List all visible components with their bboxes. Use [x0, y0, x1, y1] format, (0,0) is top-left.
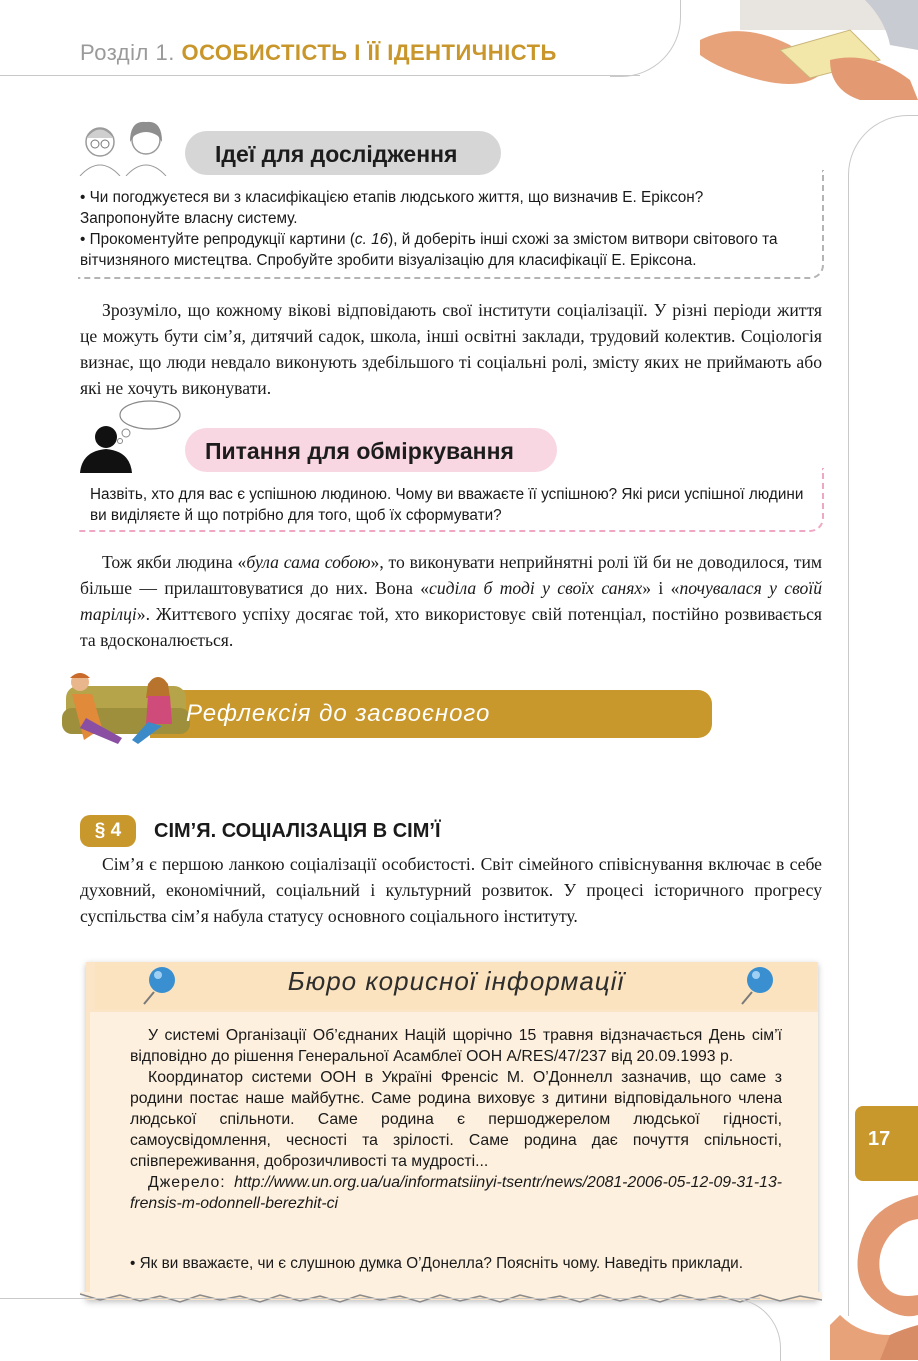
footer-curve	[720, 1298, 781, 1361]
reflection-title: Рефлексія до засвоєного	[186, 700, 491, 727]
running-header	[80, 40, 557, 66]
question-text: Назвіть, хто для вас є успішною людиною. Чому ви вважаєте її успішною? Які риси успішної людини ви виділяєте й що потрібно для того, щоб їх сформувати?	[90, 486, 804, 524]
ideas-bullet-1: • Чи погоджуєтеся ви з класифікацією етапів людського життя, що визначив Е. Еріксон? Запропонуйте власну систему.	[80, 189, 704, 227]
para2-text-1: Тож якби людина «	[102, 552, 247, 572]
paragraph-success	[80, 549, 822, 653]
page-number: 17	[868, 1128, 891, 1150]
para2-text-2: », то виконувати неприйнятні ролі їй би не доводилося, тим більше — прилаштовуватися до них. Вона «	[80, 552, 822, 598]
header-line	[0, 75, 640, 76]
bureau-title: Бюро корисної інформації	[287, 966, 625, 996]
bureau-source-label: Джерело:	[148, 1174, 226, 1191]
bureau-paragraph-2: Координатор системи ООН в Україні Френсіс М. О’Доннелл зазначив, що саме з родини постає наше майбутнє. Саме родина виховує з дитини відповідального члена людської спільноти. Саме родина є першоджерелом людської гідності, самоусвідомлення, чесності та зрілості. Саме родина дає почуття спільності, співпереживання, доброзичливості та мудрості...	[130, 1069, 782, 1170]
para2-quote-3: почувалася у своїй тарілці	[80, 578, 823, 624]
para2-text-3: » і «	[642, 578, 680, 598]
section-title: СІМ’Я. СОЦІАЛІЗАЦІЯ В СІМ’Ї	[154, 820, 441, 842]
header-curve	[610, 0, 681, 77]
para2-quote-2: сиділа б тоді у своїх санях	[429, 578, 643, 598]
para2-text-4: ». Життєвого успіху досягає той, хто використовує свій потенціал, постійно розвивається та вдосконалюється.	[80, 604, 822, 650]
ideas-text	[80, 187, 800, 271]
bureau-text	[130, 1025, 782, 1214]
bureau-question: • Як ви вважаєте, чи є слушною думка О’Донелла? Поясніть чому. Наведіть приклади.	[130, 1255, 743, 1272]
para2-quote-1: була сама собою	[246, 552, 371, 572]
section-intro-paragraph: Сім’я є першою ланкою соціалізації особистості. Світ сімейного співіснування включає в себе духовний, економічний, соціальний і культурний розвиток. У процесі історичного прогресу суспільства сім’я набула статусу основного соціального інституту.	[80, 854, 822, 926]
thinking-person-icon	[78, 395, 188, 475]
bureau-source	[130, 1172, 782, 1214]
footer-line	[0, 1298, 760, 1299]
ideas-bullet-2-part2: ), й доберіть інші схожі за змістом витвори світового та вітчизняного мистецтва. Спробуйте зробити візуалізацію для класифікації Е. Еріксона.	[80, 231, 778, 269]
hands-circle-photo-icon	[830, 1185, 918, 1360]
ideas-bullet-2-part1: • Прокоментуйте репродукції картини (	[80, 231, 355, 248]
section-badge: § 4	[80, 815, 136, 847]
ideas-page-ref: с. 16	[354, 231, 389, 248]
ideas-bullet-2	[80, 229, 800, 271]
ideas-title: Ідеї для дослідження	[215, 141, 458, 167]
teachers-illustration-icon	[78, 114, 178, 176]
bureau-paragraph-1: У системі Організації Об’єднаних Націй щорічно 15 травня відзначається День сім’ї відповідно до рішення Генеральної Асамблеї ООН A/RES/47/237 від 20.09.1993 р.	[130, 1027, 782, 1065]
people-on-sofa-icon	[62, 668, 192, 746]
paragraph-socialization-institutes: Зрозуміло, що кожному віковi відповідають свої інститути соціалізації. У різні періоди життя це можуть бути сім’я, дитячий садок, школа, інші освітні заклади, трудовий колектив. Соціологія визнає, що люди невдало виконують здебільшого ті соціальні ролі, змісту яких не приймають або які не хочуть виконувати.	[80, 300, 822, 398]
question-title: Питання для обміркування	[205, 438, 514, 464]
hands-photo-icon	[680, 0, 918, 100]
header-title: ОСОБИСТІСТЬ І ЇЇ ІДЕНТИЧНІСТЬ	[181, 40, 557, 65]
bureau-source-link[interactable]: http://www.un.org.ua/ua/informatsiinyi-tsentr/news/2081-2006-05-12-09-31-13-frensis-m-odonnell-berezhit-ci	[130, 1174, 782, 1212]
header-section: Розділ 1.	[80, 40, 175, 65]
torn-paper-edge	[80, 1292, 822, 1306]
